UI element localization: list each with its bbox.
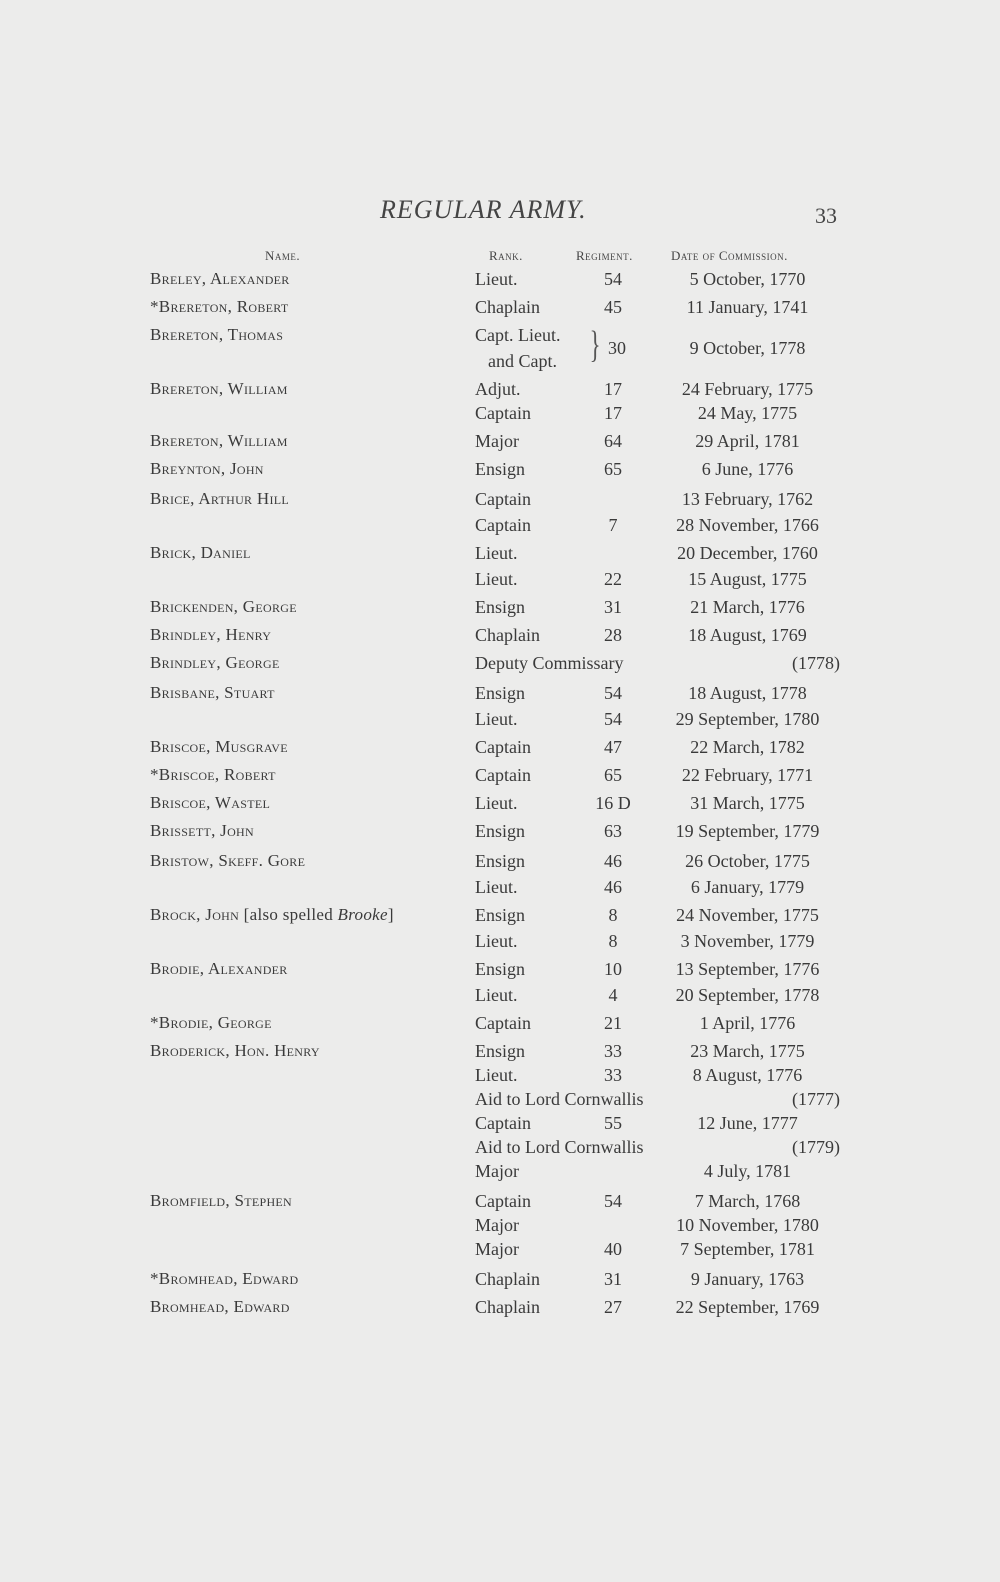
entry-date: 29 September, 1780 — [675, 709, 820, 729]
entry-date: 3 November, 1779 — [680, 931, 815, 951]
entry-regiment: 65 — [604, 765, 622, 785]
table-row — [0, 818, 1000, 844]
entry-rank: Adjut. — [475, 379, 521, 399]
table-row — [0, 540, 1000, 566]
entry-regiment: 8 — [608, 905, 618, 925]
entry-date: 9 January, 1763 — [690, 1269, 805, 1289]
entry-rank: Captain — [475, 1191, 531, 1211]
entry-name-text: Bristow, Skeff. Gore — [150, 851, 306, 870]
entry-rank: Major — [475, 1215, 519, 1235]
entry-rank: Chaplain — [475, 297, 540, 317]
entry-name-text: Brick, Daniel — [150, 543, 251, 562]
entry-name — [150, 622, 271, 648]
table-row — [0, 594, 1000, 620]
entry-rank: Captain — [475, 1113, 531, 1133]
entry-regiment: 54 — [604, 1191, 622, 1211]
entry-name-text: *Brodie, George — [150, 1013, 272, 1032]
entry-date: 5 October, 1770 — [689, 269, 806, 289]
entry-name — [150, 456, 264, 482]
entry-name — [150, 762, 276, 788]
entry-date: 18 August, 1778 — [688, 683, 807, 703]
entry-name — [150, 1010, 272, 1036]
entry-regiment: 54 — [604, 709, 622, 729]
entry-date: 24 May, 1775 — [697, 403, 798, 423]
entry-regiment: 64 — [604, 431, 622, 451]
entry-name-text: *Bromhead, Edward — [150, 1269, 299, 1288]
table-row — [0, 650, 1000, 676]
entry-rank: Lieut. — [475, 1065, 518, 1085]
entry-name-text: *Brereton, Robert — [150, 297, 289, 316]
table-row — [0, 982, 1000, 1008]
entry-date: 20 September, 1778 — [675, 985, 820, 1005]
entry-name — [150, 1038, 320, 1064]
entry-regiment: 17 — [604, 379, 622, 399]
entry-rank: Ensign — [475, 851, 526, 871]
entry-rank: Major — [475, 1239, 519, 1259]
entry-date: 7 March, 1768 — [694, 1191, 801, 1211]
entry-regiment: 46 — [604, 877, 622, 897]
entry-regiment: 47 — [604, 737, 622, 757]
entry-rank: Captain — [475, 765, 531, 785]
table-row — [0, 1110, 1000, 1136]
table-row — [0, 1158, 1000, 1184]
entry-regiment: 28 — [604, 625, 622, 645]
entry-name — [150, 486, 289, 512]
entry-name-text: Breley, Alexander — [150, 269, 290, 288]
entry-rank: Lieut. — [475, 793, 518, 813]
column-header-rank: Rank. — [489, 248, 523, 263]
entry-date: 24 November, 1775 — [676, 905, 819, 925]
table-row — [0, 1086, 1000, 1112]
entry-rank: Major — [475, 431, 519, 451]
entry-rank: Ensign — [475, 597, 526, 617]
table-row — [0, 706, 1000, 732]
entry-rank: Lieut. — [475, 877, 518, 897]
entry-name-text: Bromhead, Edward — [150, 1297, 290, 1316]
entry-rank: Lieut. — [475, 985, 518, 1005]
entry-rank: Captain — [475, 403, 531, 423]
entry-date: 11 January, 1741 — [686, 297, 809, 317]
entry-regiment: 65 — [604, 459, 622, 479]
entry-name — [150, 790, 270, 816]
entry-name-text: Briscoe, Musgrave — [150, 737, 288, 756]
entry-rank: Aid to Lord Cornwallis — [475, 1089, 644, 1109]
entry-date: 24 February, 1775 — [681, 379, 814, 399]
entry-regiment: 33 — [604, 1065, 622, 1085]
entry-name — [150, 818, 254, 844]
entry-date: 26 October, 1775 — [685, 851, 810, 871]
entry-name — [150, 428, 288, 454]
table-row-continuation — [0, 348, 1000, 374]
entry-date: 22 March, 1782 — [690, 737, 805, 757]
entry-date: 20 December, 1760 — [677, 543, 818, 563]
entry-name-note: [also spelled — [239, 905, 338, 924]
entry-date: 29 April, 1781 — [695, 431, 800, 451]
entry-rank: Major — [475, 1161, 519, 1181]
entry-date: 6 June, 1776 — [701, 459, 794, 479]
table-row — [0, 486, 1000, 512]
entry-date: 22 February, 1771 — [681, 765, 814, 785]
entry-regiment: 10 — [604, 959, 622, 979]
entry-regiment: 46 — [604, 851, 622, 871]
entry-regiment: 31 — [604, 1269, 622, 1289]
entry-name — [150, 650, 280, 676]
entry-name-text: Brereton, William — [150, 379, 288, 398]
entry-regiment: 8 — [608, 931, 618, 951]
entry-name-text: Brodie, Alexander — [150, 959, 288, 978]
entry-name-text: Brickenden, George — [150, 597, 297, 616]
table-row — [0, 902, 1000, 928]
entry-regiment: 30 — [608, 338, 626, 358]
entry-rank: Lieut. — [475, 931, 518, 951]
entry-rank: Ensign — [475, 905, 526, 925]
entry-name — [150, 376, 288, 402]
table-row — [0, 1134, 1000, 1160]
entry-name-text: Broderick, Hon. Henry — [150, 1041, 320, 1060]
entry-name — [150, 1266, 299, 1292]
entry-regiment: 16 D — [595, 793, 631, 813]
entry-date: 7 September, 1781 — [680, 1239, 815, 1259]
entry-name-note-end: ] — [387, 905, 394, 924]
table-row — [0, 790, 1000, 816]
table-row — [0, 294, 1000, 320]
entry-name — [150, 1188, 292, 1214]
entry-name-text: Brereton, Thomas — [150, 325, 284, 344]
entry-rank: Captain — [475, 1013, 531, 1033]
entry-rank: Ensign — [475, 959, 526, 979]
column-header-name: Name. — [265, 248, 301, 263]
entry-name-text: Brock, John — [150, 905, 240, 924]
entry-date: 4 July, 1781 — [703, 1161, 792, 1181]
entry-name-text: Brindley, George — [150, 653, 280, 672]
entry-date: 13 September, 1776 — [675, 959, 820, 979]
entry-date: 6 January, 1779 — [690, 877, 805, 897]
entry-rank: Chaplain — [475, 1269, 540, 1289]
entry-regiment: 21 — [604, 1013, 622, 1033]
entry-date: 28 November, 1766 — [676, 515, 819, 535]
table-row — [0, 1236, 1000, 1262]
entry-rank: Chaplain — [475, 625, 540, 645]
brace-mark: } — [589, 324, 601, 366]
entry-name-note-italic: Brooke — [337, 905, 388, 924]
entry-rank: Ensign — [475, 459, 526, 479]
table-row — [0, 1010, 1000, 1036]
entry-rank: Lieut. — [475, 543, 518, 563]
entry-date: (1778) — [792, 653, 840, 673]
table-row — [0, 1212, 1000, 1238]
entry-rank: Ensign — [475, 1041, 526, 1061]
entry-name-text: Briscoe, Wastel — [150, 793, 271, 812]
column-header-regiment: Regiment. — [576, 248, 633, 263]
entry-regiment: 33 — [604, 1041, 622, 1061]
entry-name — [150, 680, 275, 706]
table-row — [0, 734, 1000, 760]
entry-name-text: Brisbane, Stuart — [150, 683, 275, 702]
entry-date: 13 February, 1762 — [681, 489, 814, 509]
column-header-date: Date of Commission. — [671, 248, 788, 263]
page-number: 33 — [815, 203, 837, 228]
running-title: REGULAR ARMY. — [380, 195, 587, 224]
entry-name-text: Bromfield, Stephen — [150, 1191, 293, 1210]
table-row — [0, 874, 1000, 900]
entry-name — [150, 734, 288, 760]
entry-date: 1 April, 1776 — [699, 1013, 796, 1033]
entry-regiment: 17 — [604, 403, 622, 423]
entry-rank: Captain — [475, 515, 531, 535]
entry-regiment: 4 — [608, 985, 618, 1005]
entry-name — [150, 848, 305, 874]
table-row — [0, 428, 1000, 454]
entry-date: 10 November, 1780 — [676, 1215, 819, 1235]
table-row — [0, 266, 1000, 292]
entry-rank: Captain — [475, 489, 531, 509]
entry-rank: Chaplain — [475, 1297, 540, 1317]
entry-name — [150, 540, 251, 566]
entry-name-text: Brindley, Henry — [150, 625, 272, 644]
entry-date: 23 March, 1775 — [690, 1041, 805, 1061]
entry-regiment: 7 — [608, 515, 618, 535]
entry-date: (1777) — [792, 1089, 840, 1109]
table-row — [0, 512, 1000, 538]
table-row — [0, 1062, 1000, 1088]
table-row — [0, 376, 1000, 402]
table-row — [0, 848, 1000, 874]
table-row — [0, 1294, 1000, 1320]
entry-name — [150, 1294, 290, 1320]
entry-rank: Lieut. — [475, 709, 518, 729]
entry-rank: Deputy Commissary — [475, 653, 624, 673]
entry-rank: Ensign — [475, 683, 526, 703]
entry-regiment: 63 — [604, 821, 622, 841]
entry-date: 18 August, 1769 — [688, 625, 807, 645]
entry-name — [150, 594, 297, 620]
entry-rank: Aid to Lord Cornwallis — [475, 1137, 644, 1157]
entry-rank: Capt. Lieut. — [475, 325, 561, 345]
entry-name — [150, 266, 290, 292]
table-row — [0, 1188, 1000, 1214]
entry-regiment: 54 — [604, 269, 622, 289]
entry-regiment: 55 — [604, 1113, 622, 1133]
entry-date: 9 October, 1778 — [689, 338, 806, 358]
entry-regiment: 40 — [604, 1239, 622, 1259]
table-row — [0, 566, 1000, 592]
table-row — [0, 622, 1000, 648]
entry-name-text: Brice, Arthur Hill — [150, 489, 290, 508]
table-row — [0, 956, 1000, 982]
table-row — [0, 762, 1000, 788]
table-row — [0, 322, 1000, 358]
entry-regiment: 27 — [604, 1297, 622, 1317]
entry-name-text: *Briscoe, Robert — [150, 765, 276, 784]
entry-rank: Ensign — [475, 821, 526, 841]
table-row — [0, 1266, 1000, 1292]
entry-name — [150, 956, 288, 982]
entry-rank-continuation: and Capt. — [488, 351, 557, 371]
entry-name-text: Brissett, John — [150, 821, 254, 840]
entry-date: 21 March, 1776 — [690, 597, 805, 617]
entry-name-text: Brereton, William — [150, 431, 288, 450]
table-row — [0, 1038, 1000, 1064]
entry-date: 8 August, 1776 — [692, 1065, 803, 1085]
entry-regiment: 31 — [604, 597, 622, 617]
table-row — [0, 680, 1000, 706]
entry-regiment: 45 — [604, 297, 622, 317]
entry-rank: Captain — [475, 737, 531, 757]
entry-rank: Lieut. — [475, 269, 518, 289]
entry-date: 22 September, 1769 — [675, 1297, 820, 1317]
entry-name — [150, 902, 394, 928]
entry-rank: Lieut. — [475, 569, 518, 589]
entry-regiment: 54 — [604, 683, 622, 703]
entry-date: 31 March, 1775 — [690, 793, 805, 813]
entry-date: (1779) — [792, 1137, 840, 1157]
entry-date: 19 September, 1779 — [675, 821, 820, 841]
table-row — [0, 456, 1000, 482]
table-row — [0, 400, 1000, 426]
entry-name — [150, 294, 289, 320]
entry-regiment: 22 — [604, 569, 622, 589]
entry-name-text: Breynton, John — [150, 459, 264, 478]
entry-name — [150, 322, 283, 348]
entry-date: 15 August, 1775 — [688, 569, 807, 589]
table-row — [0, 928, 1000, 954]
entry-date: 12 June, 1777 — [697, 1113, 798, 1133]
